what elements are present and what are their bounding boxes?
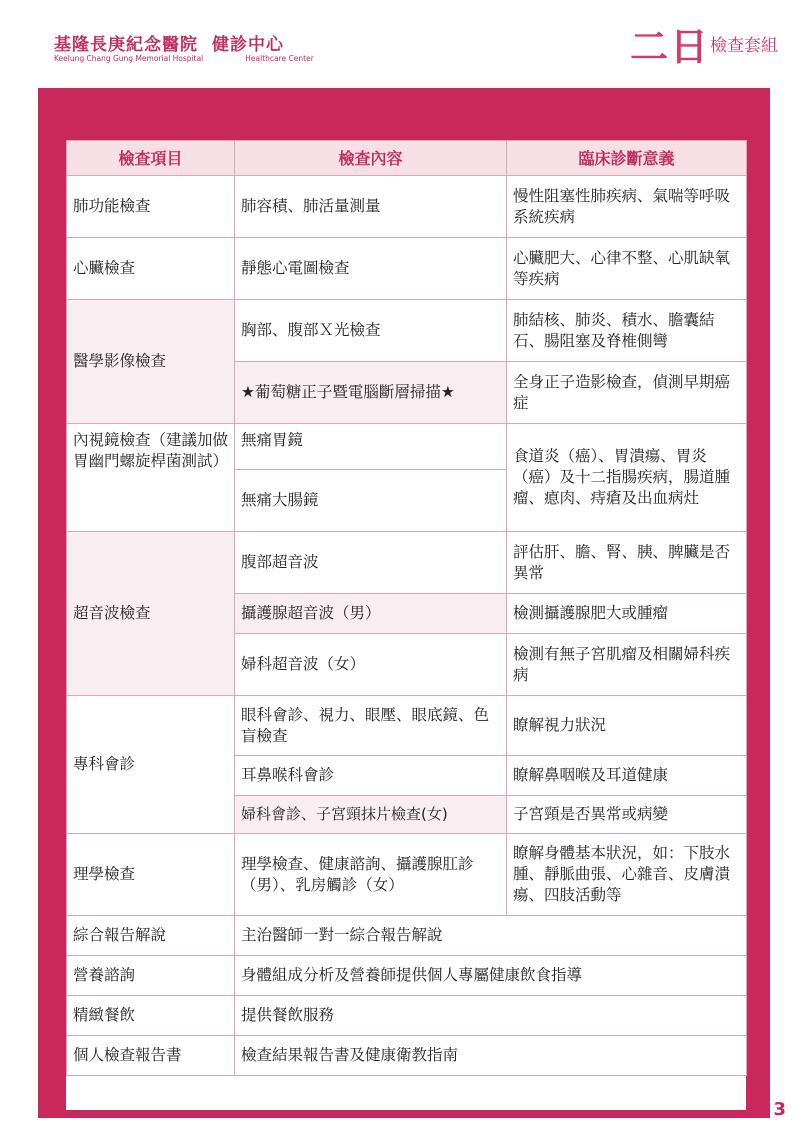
content-cell: 肺容積、肺活量測量 bbox=[235, 176, 507, 238]
content-cell: 檢查結果報告書及健康衛教指南 bbox=[235, 1036, 747, 1076]
table-row bbox=[67, 916, 747, 956]
content-cell: 主治醫師一對一綜合報告解說 bbox=[235, 916, 747, 956]
table-row bbox=[67, 532, 747, 594]
item-cell: 心臟檢查 bbox=[67, 238, 235, 300]
content-cell: 靜態心電圖檢查 bbox=[235, 238, 507, 300]
table-row bbox=[67, 996, 747, 1036]
content-cell: 無痛大腸鏡 bbox=[235, 470, 507, 532]
hospital-name bbox=[54, 30, 284, 55]
item-cell: 專科會診 bbox=[67, 696, 235, 834]
item-cell: 肺功能檢查 bbox=[67, 176, 235, 238]
item-cell: 醫學影像檢查 bbox=[67, 300, 235, 424]
meaning-cell: 檢測攝護腺肥大或腫瘤 bbox=[507, 594, 747, 634]
col-header-item: 檢查項目 bbox=[67, 141, 235, 176]
content-cell: 婦科會診、子宮頸抹片檢查(女) bbox=[235, 796, 507, 834]
center-name-en: Healthcare Center bbox=[245, 54, 314, 63]
meaning-cell: 瞭解身體基本狀況，如：下肢水腫、靜脈曲張、心雜音、皮膚潰瘍、四肢活動等 bbox=[507, 834, 747, 916]
col-header-content: 檢查內容 bbox=[235, 141, 507, 176]
meaning-cell: 慢性阻塞性肺疾病、氣喘等呼吸系統疾病 bbox=[507, 176, 747, 238]
exam-table bbox=[66, 140, 747, 1076]
meaning-cell: 肺結核、肺炎、積水、膽囊結石、腸阻塞及脊椎側彎 bbox=[507, 300, 747, 362]
center-name-zh: 健診中心 bbox=[212, 35, 284, 55]
item-cell: 超音波檢查 bbox=[67, 532, 235, 696]
table-row bbox=[67, 696, 747, 756]
table-row bbox=[67, 300, 747, 362]
meaning-cell: 全身正子造影檢查，偵測早期癌症 bbox=[507, 362, 747, 424]
meaning-cell: 食道炎（癌）、胃潰瘍、胃炎（癌）及十二指腸疾病，腸道腫瘤、瘜肉、痔瘡及出血病灶 bbox=[507, 424, 747, 532]
hospital-name-en: Keelung Chang Gung Memorial Hospital bbox=[54, 54, 204, 63]
meaning-cell: 心臟肥大、心律不整、心肌缺氧等疾病 bbox=[507, 238, 747, 300]
meaning-cell: 檢測有無子宮肌瘤及相關婦科疾病 bbox=[507, 634, 747, 696]
content-cell: 胸部、腹部Ｘ光檢查 bbox=[235, 300, 507, 362]
content-cell: 耳鼻喉科會診 bbox=[235, 756, 507, 796]
meaning-cell: 瞭解視力狀況 bbox=[507, 696, 747, 756]
table-row bbox=[67, 834, 747, 916]
hospital-name-zh: 基隆長庚紀念醫院 bbox=[54, 35, 198, 55]
meaning-cell: 瞭解鼻咽喉及耳道健康 bbox=[507, 756, 747, 796]
meaning-cell: 評估肝、膽、腎、胰、脾臟是否異常 bbox=[507, 532, 747, 594]
content-cell: 無痛胃鏡 bbox=[235, 424, 507, 470]
col-header-meaning: 臨床診斷意義 bbox=[507, 141, 747, 176]
item-cell: 精緻餐飲 bbox=[67, 996, 235, 1036]
table-row bbox=[67, 1036, 747, 1076]
hospital-name-en-line bbox=[54, 54, 314, 63]
item-cell: 個人檢查報告書 bbox=[67, 1036, 235, 1076]
content-cell: 提供餐飲服務 bbox=[235, 996, 747, 1036]
package-title bbox=[630, 16, 778, 71]
table-row bbox=[67, 176, 747, 238]
item-cell: 營養諮詢 bbox=[67, 956, 235, 996]
meaning-cell: 子宮頸是否異常或病變 bbox=[507, 796, 747, 834]
content-cell: 攝護腺超音波（男） bbox=[235, 594, 507, 634]
table-row bbox=[67, 424, 747, 470]
package-label: 檢查套組 bbox=[710, 36, 778, 56]
content-cell: 婦科超音波（女） bbox=[235, 634, 507, 696]
content-cell: ★葡萄糖正子暨電腦斷層掃描★ bbox=[235, 362, 507, 424]
content-cell: 理學檢查、健康諮詢、攝護腺肛診（男）、乳房觸診（女） bbox=[235, 834, 507, 916]
content-cell: 身體組成分析及營養師提供個人專屬健康飲食指導 bbox=[235, 956, 747, 996]
item-cell: 理學檢查 bbox=[67, 834, 235, 916]
item-cell: 內視鏡檢查（建議加做胃幽門螺旋桿菌測試） bbox=[67, 424, 235, 532]
table-header-row bbox=[67, 141, 747, 176]
table-row bbox=[67, 238, 747, 300]
page-number: 3 bbox=[773, 1099, 786, 1120]
table-row bbox=[67, 956, 747, 996]
content-cell: 眼科會診、視力、眼壓、眼底鏡、色盲檢查 bbox=[235, 696, 507, 756]
package-days: 二日 bbox=[629, 25, 710, 69]
content-cell: 腹部超音波 bbox=[235, 532, 507, 594]
item-cell: 綜合報告解說 bbox=[67, 916, 235, 956]
